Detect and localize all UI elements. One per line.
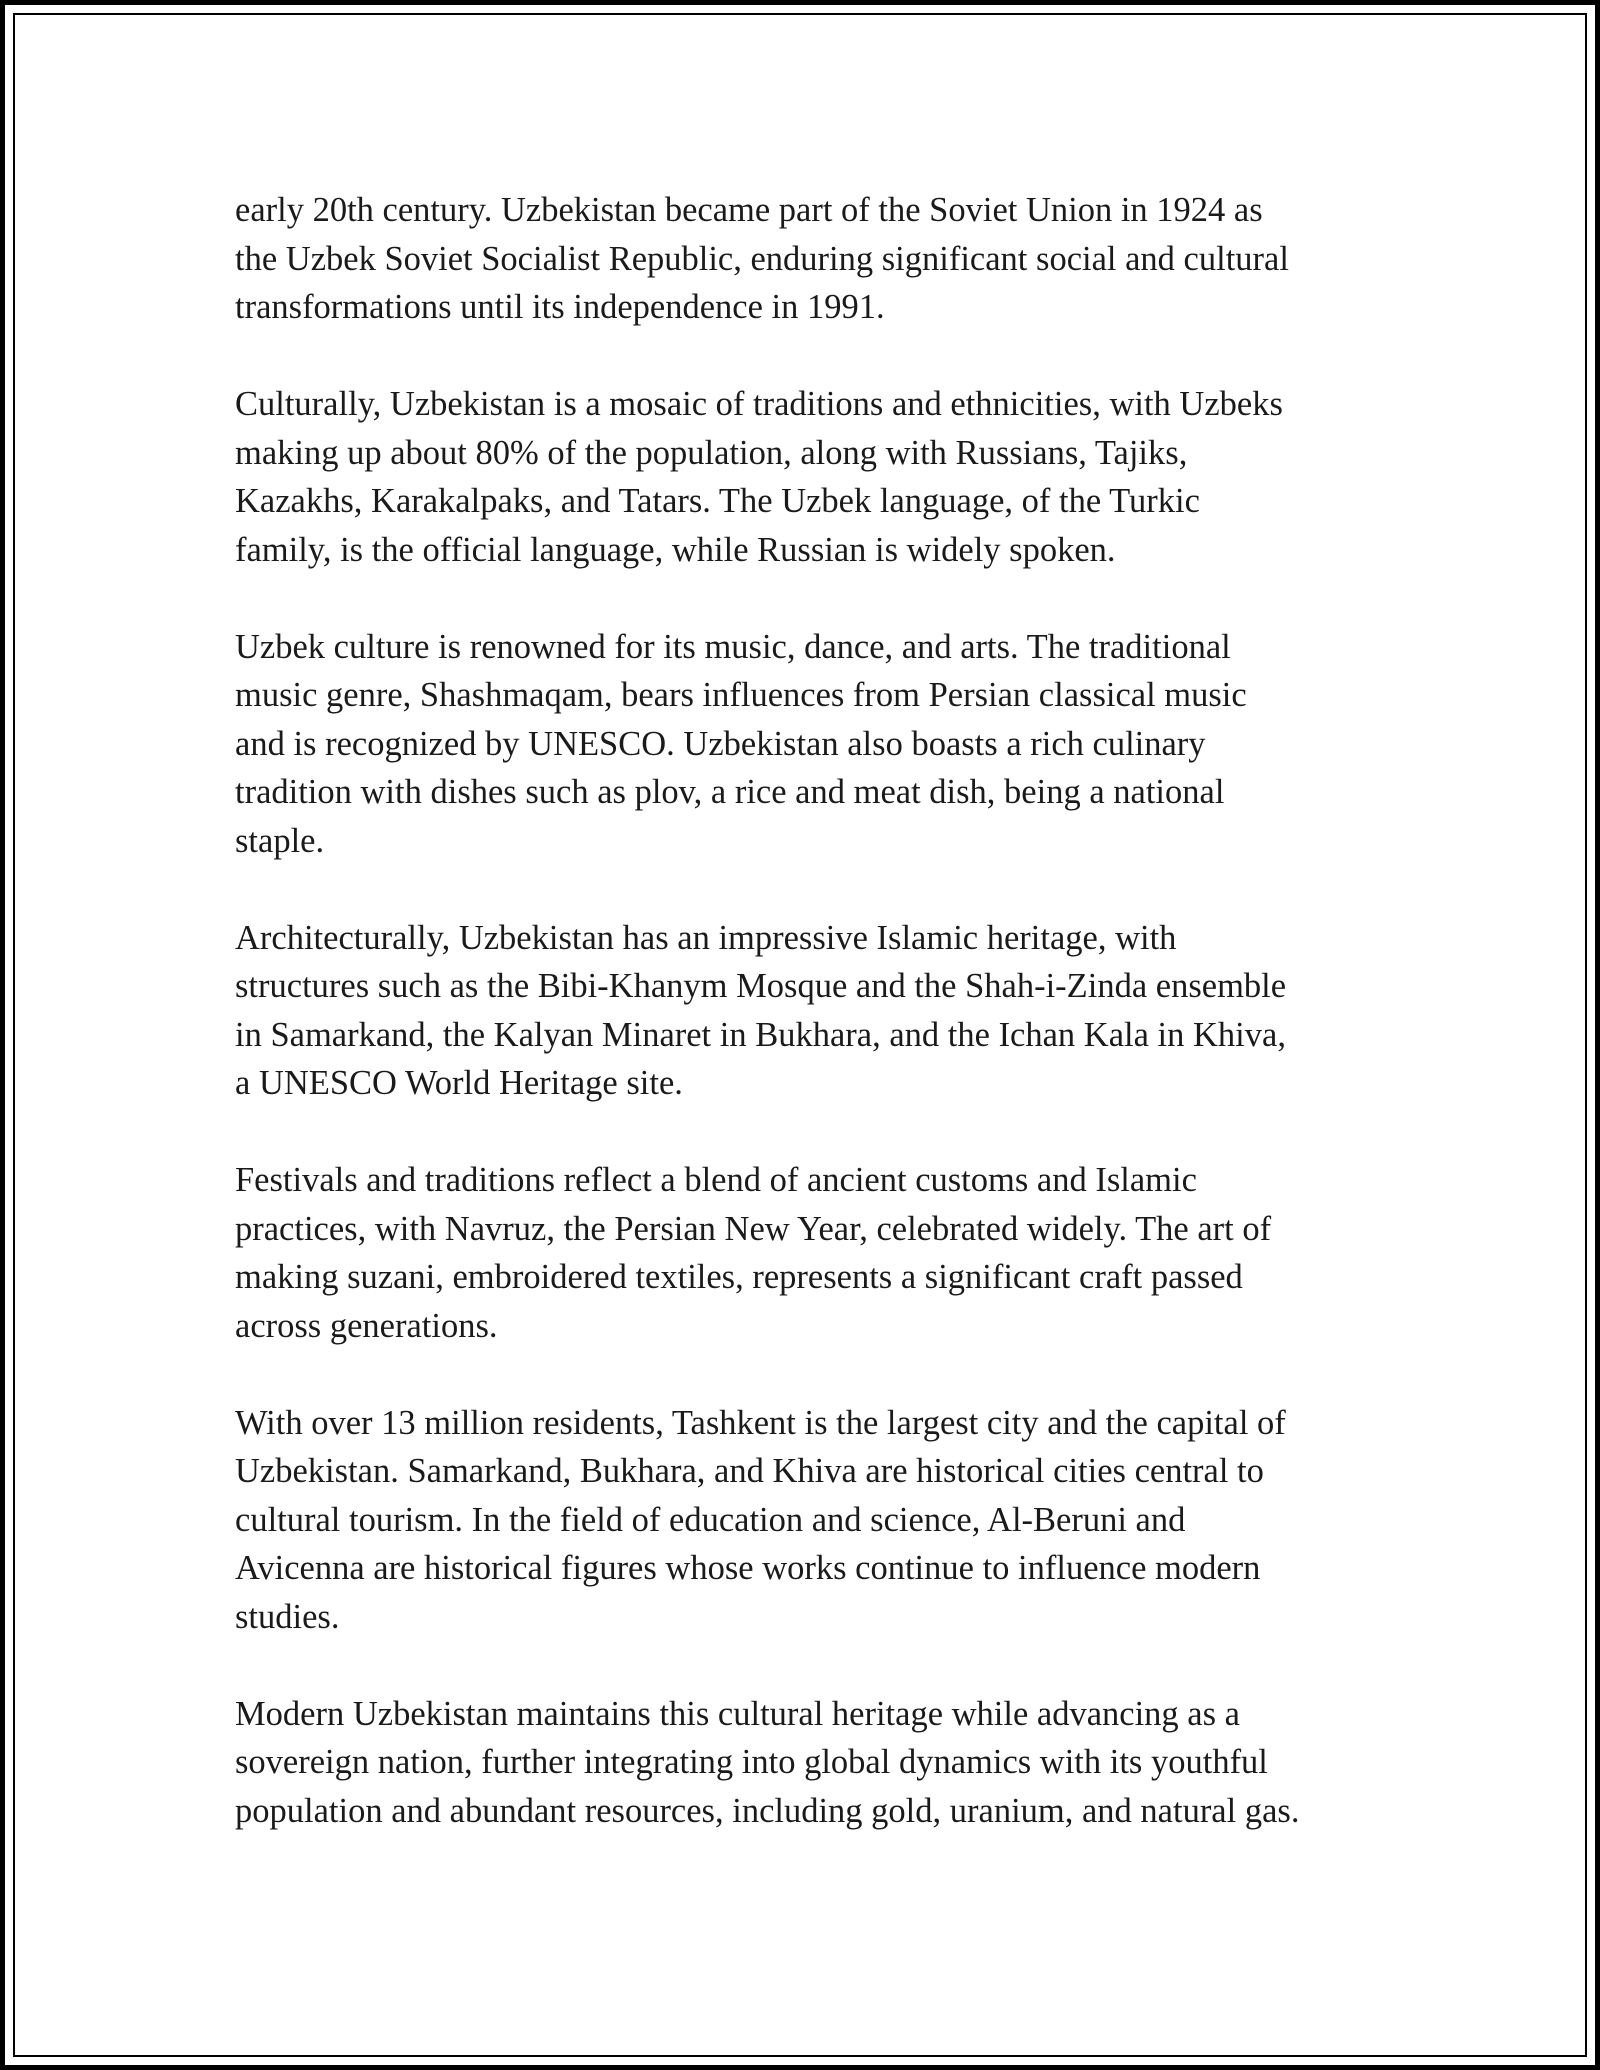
text-line: across generations. [235,1306,498,1345]
text-line: Avicenna are historical figures whose works continue to influence modern [235,1549,1261,1587]
paragraph-culture-arts [235,623,1395,866]
text-line: Modern Uzbekistan maintains this cultural heritage while advancing as a [235,1694,1240,1733]
paragraph-soviet-era [235,186,1395,332]
paragraph-architecture [235,914,1395,1108]
paragraph-festivals [235,1156,1395,1350]
text-line: tradition with dishes such as plov, a rice and meat dish, being a national [235,773,1225,811]
text-line: family, is the official language, while Russian is widely spoken. [235,530,1116,569]
text-line: in Samarkand, the Kalyan Minaret in Bukhara, and the Ichan Kala in Khiva, [235,1015,1286,1054]
text-line: sovereign nation, further integrating into global dynamics with its youthful [235,1743,1268,1781]
text-line: making suzani, embroidered textiles, represents a significant craft passed [235,1258,1243,1296]
text-line: a UNESCO World Heritage site. [235,1064,683,1102]
text-line: the Uzbek Soviet Socialist Republic, enduring significant social and cultural [235,239,1289,278]
text-line: structures such as the Bibi-Khanym Mosque and the Shah-i-Zinda ensemble [235,967,1287,1005]
text-line: early 20th century. Uzbekistan became part of the Soviet Union in 1924 as [235,191,1263,229]
paragraph-cities [235,1399,1395,1642]
text-line: making up about 80% of the population, along with Russians, Tajiks, [235,433,1188,472]
paragraph-ethnicities [235,380,1395,574]
text-line: staple. [235,821,325,860]
text-line: Festivals and traditions reflect a blend of ancient customs and Islamic [235,1161,1197,1199]
text-line: population and abundant resources, including gold, uranium, and natural gas. [235,1791,1300,1830]
text-line: With over 13 million residents, Tashkent is the largest city and the capital of [235,1403,1286,1442]
paragraph-modern [235,1690,1395,1836]
text-line: studies. [235,1597,340,1636]
text-line: Kazakhs, Karakalpaks, and Tatars. The Uzbek language, of the Turkic [235,482,1200,520]
text-line: practices, with Navruz, the Persian New Year, celebrated widely. The art of [235,1209,1272,1248]
document-body [235,186,1395,1835]
text-line: Culturally, Uzbekistan is a mosaic of traditions and ethnicities, with Uzbeks [235,385,1283,423]
text-line: music genre, Shashmaqam, bears influences from Persian classical music [235,676,1247,714]
text-line: cultural tourism. In the field of education and science, Al-Beruni and [235,1500,1186,1539]
text-line: and is recognized by UNESCO. Uzbekistan also boasts a rich culinary [235,724,1206,763]
text-line: Uzbek culture is renowned for its music, dance, and arts. The traditional [235,627,1231,666]
text-line: transformations until its independence in 1991. [235,288,885,326]
text-line: Uzbekistan. Samarkand, Bukhara, and Khiva are historical cities central to [235,1452,1264,1490]
text-line: Architecturally, Uzbekistan has an impressive Islamic heritage, with [235,918,1177,957]
